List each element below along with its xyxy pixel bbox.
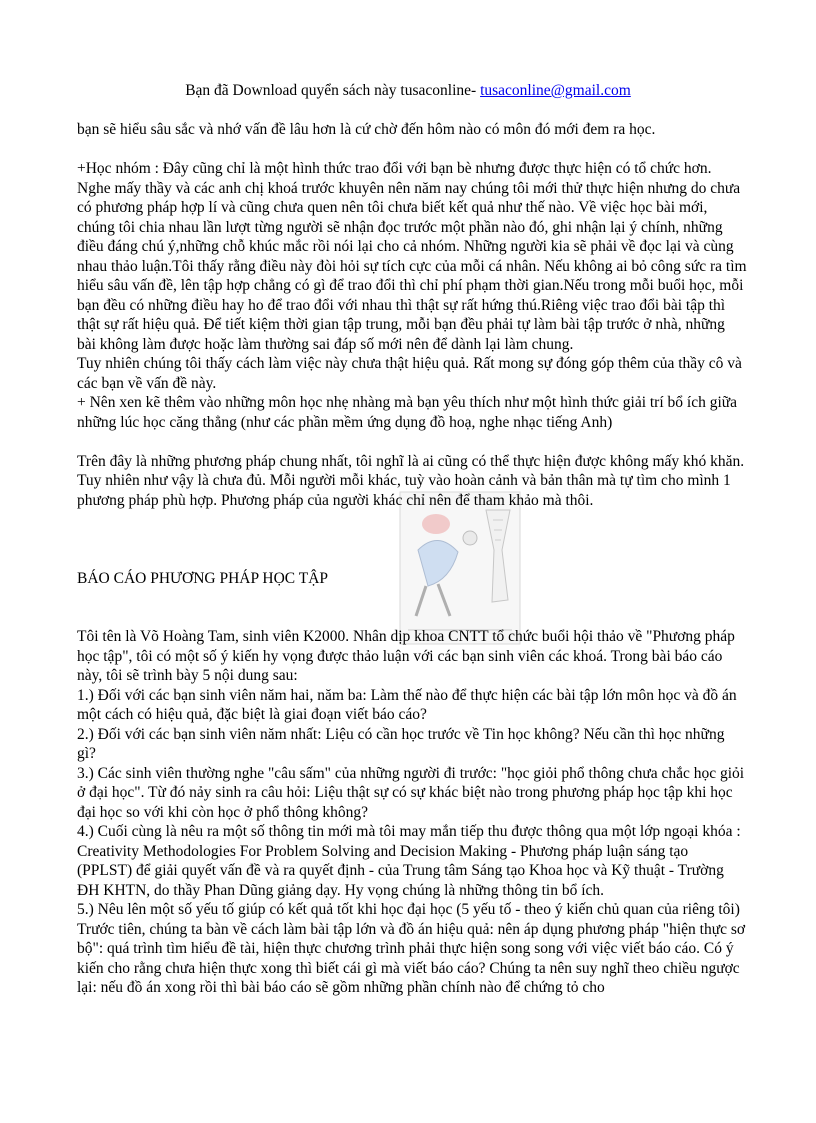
paragraph-deep-understanding: bạn sẽ hiểu sâu sắc và nhớ vấn đề lâu hơn là cứ chờ đến hôm nào có môn đó mới đem ra học.: [77, 121, 656, 138]
list-item: 2.) Đối với các bạn sinh viên năm nhất: Liệu có cần học trước về Tin học không? Nếu cần thì học những gì?: [77, 725, 725, 762]
paragraph-preliminary-implementation: Trước tiên, chúng ta bàn về cách làm bài tập lớn và đồ án hiệu quả: nên áp dụng phương pháp "hiện thực sơ bộ": quá trình tìm hiểu đề tài, hiện thực chương trình phải thực hiện song song với việc viết báo cáo. Có ý kiến cho rằng chưa hiện thực xong thì biết cái gì mà viết báo cáo? Chúng ta nên suy nghĩ theo chiều ngược lại: nếu đồ án xong rồi thì bài báo cáo sẽ gồm những phần chính nào để chứng tỏ cho: [77, 920, 746, 996]
paragraph-light-subjects: + Nên xen kẽ thêm vào những môn học nhẹ nhàng mà bạn yêu thích như một hình thức giải trí bổ ích giữa những lúc học căng thẳng (như các phần mềm ứng dụng đồ hoạ, nghe nhạc tiếng Anh): [77, 394, 738, 431]
paragraph-introduction: Tôi tên là Võ Hoàng Tam, sinh viên K2000. Nhân dịp khoa CNTT tổ chức buổi hội thảo về "Phương pháp học tập", tôi có một số ý kiến hy vọng được thảo luận với các bạn sinh viên các khoá. Trong bài báo cáo này, tôi sẽ trình bày 5 nội dung sau:: [77, 628, 735, 684]
email-link[interactable]: tusaconline@gmail.com: [480, 82, 631, 99]
paragraph-not-effective: Tuy nhiên chúng tôi thấy cách làm việc này chưa thật hiệu quả. Rất mong sự đóng góp thêm của thầy cô và các bạn về vấn đề này.: [77, 355, 742, 392]
header-text: Bạn đã Download quyển sách này tusaconline-: [185, 82, 481, 99]
paragraph-group-study: +Học nhóm : Đây cũng chỉ là một hình thức trao đổi với bạn bè nhưng được thực hiện có tổ chức hơn. Nghe mấy thầy và các anh chị khoá trước khuyên nên năm nay chúng tôi mới thử thực hiện nhưng do chưa có phương pháp hợp lí và cũng chưa quen nên tôi chưa biết kết quả như thế nào. Về việc học bài mới, chúng tôi chia nhau lần lượt từng người sẽ nhận đọc trước một phần nào đó, ghi nhận lại ý chính, những điều đáng chú ý,những chỗ khúc mắc rồi nói lại cho cả nhóm. Những người kia sẽ phải về đọc lại và cùng nhau thảo luận.Tôi thấy rằng điều này đòi hỏi sự tích cực của mỗi cá nhân. Nếu không ai bỏ công sức ra tìm hiểu sâu vấn đề, lên tập hợp chẳng có gì để trao đổi thì chỉ phí phạm thời gian.Nếu trong mỗi buổi học, mỗi bạn đều có những điều hay ho để trao đổi với nhau thì thật sự rất hứng thú.Riêng việc trao đổi bài tập thì thật sự rất hiệu quả. Để tiết kiệm thời gian tập trung, mỗi bạn đều phải tự làm bài tập trước ở nhà, những bài không làm được hoặc làm thường sai đáp số mới nên để dành lại làm chung.: [77, 160, 747, 353]
list-item: 5.) Nêu lên một số yếu tố giúp có kết quả tốt khi học đại học (5 yếu tố - theo ý kiến chủ quan của riêng tôi): [77, 901, 740, 918]
list-item: 3.) Các sinh viên thường nghe "câu sấm" của những người đi trước: "học giỏi phổ thông chưa chắc học giỏi ở đại học". Từ đó nảy sinh ra câu hỏi: Liệu thật sự có sự khác biệt nào trong phương pháp học tập khi học đại học so với khi còn học ở phổ thông không?: [77, 764, 745, 821]
section-heading: BÁO CÁO PHƯƠNG PHÁP HỌC TẬP: [77, 569, 329, 587]
list-item: 4.) Cuối cùng là nêu ra một số thông tin mới mà tôi may mắn tiếp thu được thông qua một lớp ngoại khóa : Creativity Methodologies For Problem Solving and Decision Making - Phương pháp luận sáng tạo (PPLST) để giải quyết vấn đề và ra quyết định - của Trung tâm Sáng tạo Khoa học và Kỹ thuật - Trường ĐH KHTN, do thầy Phan Dũng giảng dạy. Hy vọng chúng là những thông tin bổ ích.: [77, 823, 741, 899]
document-body: [77, 120, 747, 998]
list-item: 1.) Đối với các bạn sinh viên năm hai, năm ba: Làm thế nào để thực hiện các bài tập lớn môn học và đồ án một cách có hiệu quả, đặc biệt là giai đoạn viết báo cáo?: [77, 686, 737, 723]
download-header: [0, 82, 816, 100]
paragraph-general-methods: Trên đây là những phương pháp chung nhất, tôi nghĩ là ai cũng có thể thực hiện được không mấy khó khăn. Tuy nhiên như vậy là chưa đủ. Mỗi người mỗi khác, tuỳ vào hoàn cảnh và bản thân mà tự tìm cho mình 1 phương pháp phù hợp. Phương pháp của người khác chỉ nên để tham khảo mà thôi.: [77, 452, 745, 509]
